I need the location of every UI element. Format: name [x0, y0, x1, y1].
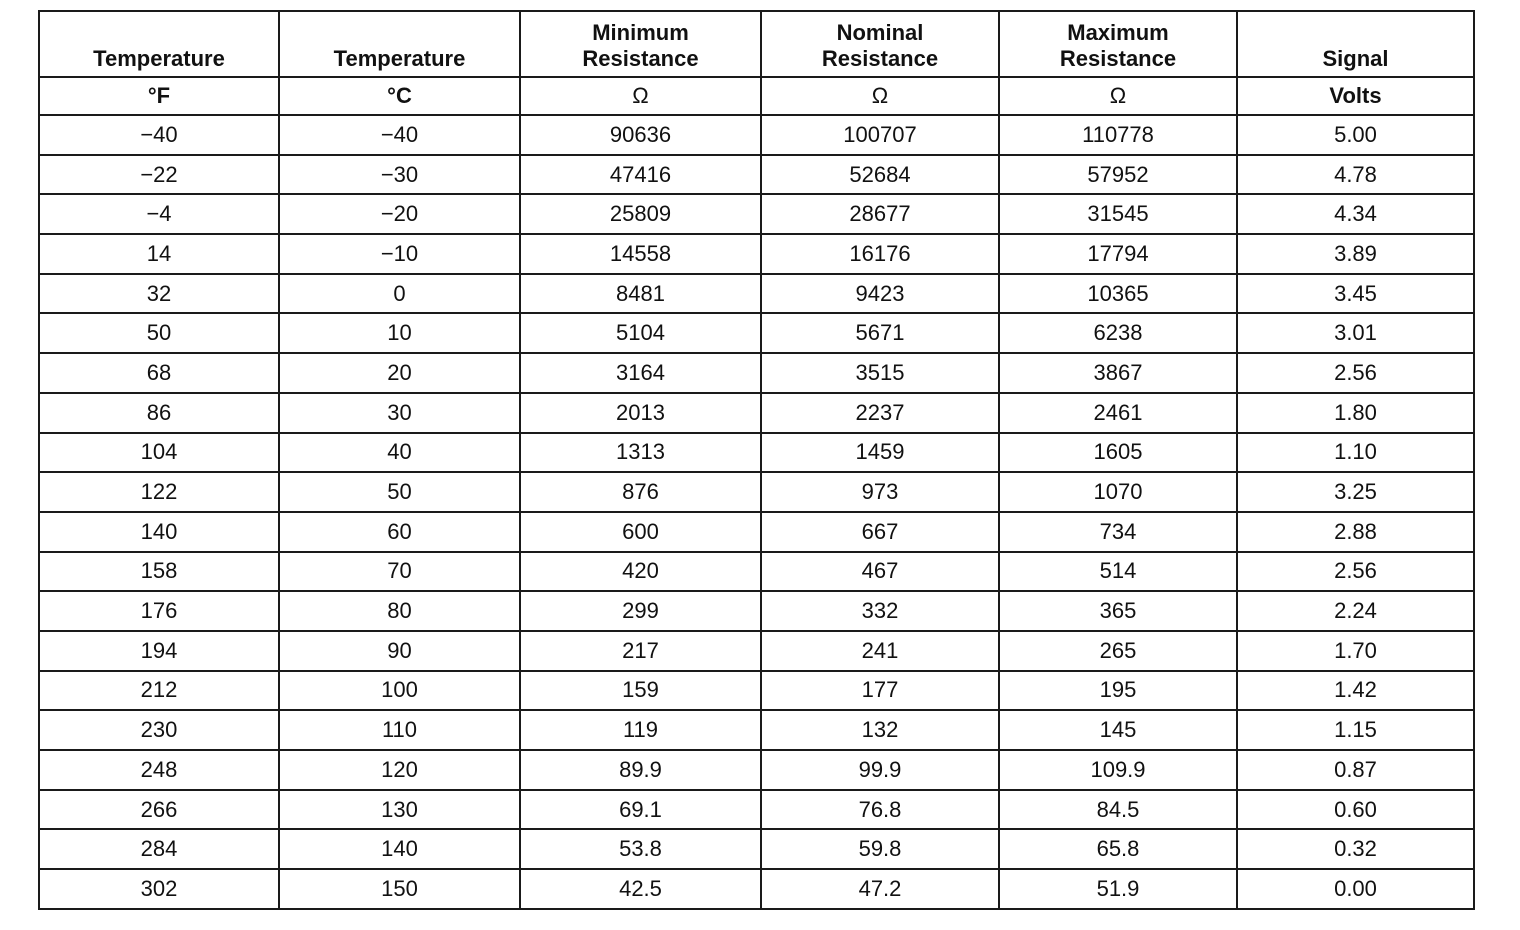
cell-nominal-resistance: 76.8 [761, 790, 999, 830]
cell-min-resistance: 119 [520, 710, 761, 750]
cell-nominal-resistance: 332 [761, 591, 999, 631]
cell-min-resistance: 2013 [520, 393, 761, 433]
cell-temp-c: 90 [279, 631, 520, 671]
cell-temp-c: 70 [279, 552, 520, 592]
cell-min-resistance: 1313 [520, 433, 761, 473]
cell-temp-f: 68 [39, 353, 279, 393]
cell-nominal-resistance: 132 [761, 710, 999, 750]
cell-temp-c: 150 [279, 869, 520, 909]
table-row [39, 313, 1474, 353]
cell-max-resistance: 57952 [999, 155, 1237, 195]
cell-signal-volts: 3.89 [1237, 234, 1474, 274]
cell-max-resistance: 514 [999, 552, 1237, 592]
cell-temp-c: 60 [279, 512, 520, 552]
header-signal [1237, 11, 1474, 77]
cell-temp-f: 194 [39, 631, 279, 671]
cell-nominal-resistance: 52684 [761, 155, 999, 195]
cell-nominal-resistance: 47.2 [761, 869, 999, 909]
cell-max-resistance: 17794 [999, 234, 1237, 274]
cell-signal-volts: 1.70 [1237, 631, 1474, 671]
cell-min-resistance: 90636 [520, 115, 761, 155]
table-row [39, 750, 1474, 790]
header-line2: Resistance [1059, 46, 1177, 71]
cell-temp-c: −30 [279, 155, 520, 195]
cell-max-resistance: 10365 [999, 274, 1237, 314]
cell-temp-f: 50 [39, 313, 279, 353]
header-temperature-c [279, 11, 520, 77]
cell-signal-volts: 0.87 [1237, 750, 1474, 790]
header-line1: Maximum [1067, 20, 1169, 45]
cell-signal-volts: 2.24 [1237, 591, 1474, 631]
cell-min-resistance: 25809 [520, 194, 761, 234]
table-row [39, 433, 1474, 473]
header-temperature-f [39, 11, 279, 77]
cell-signal-volts: 1.15 [1237, 710, 1474, 750]
cell-temp-f: −40 [39, 115, 279, 155]
cell-temp-f: 140 [39, 512, 279, 552]
cell-max-resistance: 109.9 [999, 750, 1237, 790]
cell-max-resistance: 195 [999, 671, 1237, 711]
cell-nominal-resistance: 177 [761, 671, 999, 711]
table-row [39, 512, 1474, 552]
cell-temp-f: 302 [39, 869, 279, 909]
cell-temp-c: 10 [279, 313, 520, 353]
cell-temp-c: 20 [279, 353, 520, 393]
cell-max-resistance: 265 [999, 631, 1237, 671]
cell-min-resistance: 3164 [520, 353, 761, 393]
cell-max-resistance: 2461 [999, 393, 1237, 433]
cell-signal-volts: 1.10 [1237, 433, 1474, 473]
units-row [39, 77, 1474, 115]
cell-signal-volts: 1.42 [1237, 671, 1474, 711]
cell-signal-volts: 2.88 [1237, 512, 1474, 552]
cell-max-resistance: 65.8 [999, 829, 1237, 869]
cell-nominal-resistance: 241 [761, 631, 999, 671]
header-line1: Minimum [592, 20, 689, 45]
table-row [39, 631, 1474, 671]
table-row [39, 552, 1474, 592]
cell-signal-volts: 4.78 [1237, 155, 1474, 195]
cell-signal-volts: 4.34 [1237, 194, 1474, 234]
cell-min-resistance: 8481 [520, 274, 761, 314]
cell-temp-c: 40 [279, 433, 520, 473]
cell-max-resistance: 6238 [999, 313, 1237, 353]
table-row [39, 234, 1474, 274]
cell-min-resistance: 5104 [520, 313, 761, 353]
table-row [39, 710, 1474, 750]
table-row [39, 591, 1474, 631]
header-maximum-resistance [999, 11, 1237, 77]
cell-temp-c: 110 [279, 710, 520, 750]
cell-nominal-resistance: 467 [761, 552, 999, 592]
cell-min-resistance: 299 [520, 591, 761, 631]
cell-min-resistance: 47416 [520, 155, 761, 195]
table-row [39, 869, 1474, 909]
cell-min-resistance: 42.5 [520, 869, 761, 909]
cell-temp-f: 14 [39, 234, 279, 274]
table-row [39, 155, 1474, 195]
cell-temp-c: 120 [279, 750, 520, 790]
cell-temp-f: 212 [39, 671, 279, 711]
cell-min-resistance: 89.9 [520, 750, 761, 790]
cell-temp-f: 266 [39, 790, 279, 830]
unit-ohm-max: Ω [999, 77, 1237, 115]
header-line2: Signal [1322, 46, 1389, 71]
cell-nominal-resistance: 1459 [761, 433, 999, 473]
cell-temp-f: 86 [39, 393, 279, 433]
cell-min-resistance: 420 [520, 552, 761, 592]
table-row [39, 472, 1474, 512]
cell-temp-c: 50 [279, 472, 520, 512]
header-line2: Temperature [93, 46, 225, 71]
resistance-table [38, 10, 1475, 910]
cell-nominal-resistance: 28677 [761, 194, 999, 234]
cell-nominal-resistance: 3515 [761, 353, 999, 393]
cell-signal-volts: 3.01 [1237, 313, 1474, 353]
unit-fahrenheit: °F [39, 77, 279, 115]
cell-nominal-resistance: 59.8 [761, 829, 999, 869]
cell-temp-f: 284 [39, 829, 279, 869]
cell-max-resistance: 31545 [999, 194, 1237, 234]
cell-temp-c: −10 [279, 234, 520, 274]
cell-temp-f: 104 [39, 433, 279, 473]
table-body [39, 115, 1474, 909]
header-nominal-resistance [761, 11, 999, 77]
cell-min-resistance: 217 [520, 631, 761, 671]
cell-nominal-resistance: 5671 [761, 313, 999, 353]
cell-signal-volts: 0.32 [1237, 829, 1474, 869]
cell-signal-volts: 0.00 [1237, 869, 1474, 909]
cell-max-resistance: 51.9 [999, 869, 1237, 909]
unit-ohm-min: Ω [520, 77, 761, 115]
unit-celsius: °C [279, 77, 520, 115]
table-row [39, 353, 1474, 393]
table-row [39, 829, 1474, 869]
cell-temp-c: 100 [279, 671, 520, 711]
cell-signal-volts: 3.25 [1237, 472, 1474, 512]
cell-max-resistance: 1605 [999, 433, 1237, 473]
cell-temp-c: −20 [279, 194, 520, 234]
cell-temp-c: 140 [279, 829, 520, 869]
cell-nominal-resistance: 667 [761, 512, 999, 552]
cell-temp-c: 80 [279, 591, 520, 631]
cell-max-resistance: 365 [999, 591, 1237, 631]
header-line1: Nominal [836, 20, 924, 45]
header-line2: Resistance [821, 46, 939, 71]
table-row [39, 194, 1474, 234]
header-line2: Temperature [333, 46, 466, 71]
table-row [39, 671, 1474, 711]
unit-ohm-nominal: Ω [761, 77, 999, 115]
cell-signal-volts: 2.56 [1237, 353, 1474, 393]
cell-signal-volts: 0.60 [1237, 790, 1474, 830]
cell-min-resistance: 14558 [520, 234, 761, 274]
cell-signal-volts: 2.56 [1237, 552, 1474, 592]
cell-max-resistance: 145 [999, 710, 1237, 750]
unit-volts: Volts [1237, 77, 1474, 115]
table-row [39, 115, 1474, 155]
cell-nominal-resistance: 9423 [761, 274, 999, 314]
cell-min-resistance: 159 [520, 671, 761, 711]
cell-temp-f: 248 [39, 750, 279, 790]
cell-temp-f: 32 [39, 274, 279, 314]
cell-max-resistance: 1070 [999, 472, 1237, 512]
header-row [39, 11, 1474, 77]
table-container [38, 10, 1475, 910]
header-minimum-resistance [520, 11, 761, 77]
cell-min-resistance: 600 [520, 512, 761, 552]
cell-signal-volts: 1.80 [1237, 393, 1474, 433]
cell-temp-c: −40 [279, 115, 520, 155]
cell-temp-f: 122 [39, 472, 279, 512]
cell-temp-f: 158 [39, 552, 279, 592]
cell-signal-volts: 3.45 [1237, 274, 1474, 314]
cell-max-resistance: 84.5 [999, 790, 1237, 830]
cell-nominal-resistance: 99.9 [761, 750, 999, 790]
cell-signal-volts: 5.00 [1237, 115, 1474, 155]
cell-nominal-resistance: 16176 [761, 234, 999, 274]
cell-nominal-resistance: 100707 [761, 115, 999, 155]
cell-min-resistance: 69.1 [520, 790, 761, 830]
table-row [39, 274, 1474, 314]
cell-temp-c: 0 [279, 274, 520, 314]
cell-max-resistance: 110778 [999, 115, 1237, 155]
table-row [39, 790, 1474, 830]
cell-nominal-resistance: 973 [761, 472, 999, 512]
cell-nominal-resistance: 2237 [761, 393, 999, 433]
cell-max-resistance: 734 [999, 512, 1237, 552]
cell-temp-f: −4 [39, 194, 279, 234]
cell-max-resistance: 3867 [999, 353, 1237, 393]
cell-temp-f: 176 [39, 591, 279, 631]
cell-temp-f: 230 [39, 710, 279, 750]
cell-temp-f: −22 [39, 155, 279, 195]
cell-temp-c: 30 [279, 393, 520, 433]
cell-min-resistance: 53.8 [520, 829, 761, 869]
header-line2: Resistance [582, 46, 699, 71]
table-row [39, 393, 1474, 433]
cell-temp-c: 130 [279, 790, 520, 830]
cell-min-resistance: 876 [520, 472, 761, 512]
